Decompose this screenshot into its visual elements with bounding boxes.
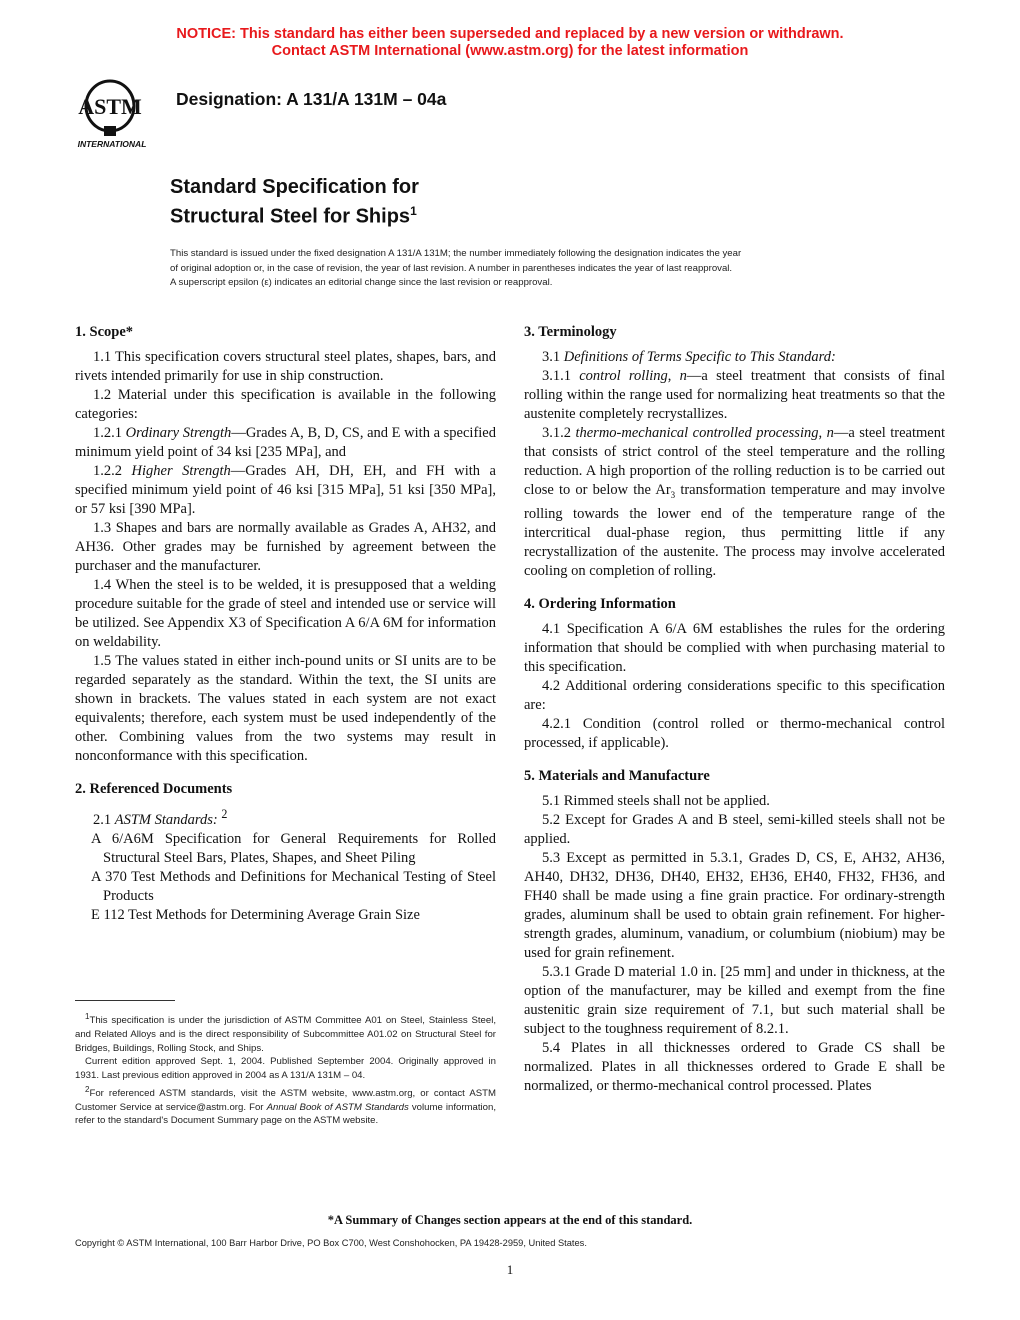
section-3-heading: 3. Terminology xyxy=(524,324,617,340)
para-1-5: 1.5 The values stated in either inch-pound units or SI units are to be regarded separately as the standard. Within the text, the SI units are shown in brackets. The values stated in each system are not exact equivalents; therefore, each system must be used independently of the other. Combining values from the two systems may result in nonconformance with this specification. xyxy=(75,653,496,764)
para-1-4: 1.4 When the steel is to be welded, it is presupposed that a welding procedure suitable for the grade of steel and intended use or service will be utilized. See Appendix X3 of Specification A 6/A 6M for information on weldability. xyxy=(75,577,496,650)
copyright-line: Copyright © ASTM International, 100 Barr Harbor Drive, PO Box C700, West Conshohocken, PA 19428-2959, United States. xyxy=(75,1238,587,1248)
para-1-2: 1.2 Material under this specification is available in the following categories: xyxy=(75,387,496,422)
reference-a6: A 6/A6M Specification for General Requirements for Rolled Structural Steel Bars, Plates, Shapes, and Sheet Piling xyxy=(91,830,496,866)
svg-text:ASTM: ASTM xyxy=(78,94,142,119)
title-footnote-mark: 1 xyxy=(410,204,417,218)
left-column xyxy=(75,323,496,925)
summary-of-changes-note: *A Summary of Changes section appears at the end of this standard. xyxy=(327,1213,693,1227)
para-5-1: 5.1 Rimmed steels shall not be applied. xyxy=(542,792,770,809)
para-5-2: 5.2 Except for Grades A and B steel, semi-killed steels shall not be applied. xyxy=(524,811,945,847)
reference-e112: E 112 Test Methods for Determining Average Grain Size xyxy=(91,906,420,923)
para-1-3: 1.3 Shapes and bars are normally available as Grades A, AH32, and AH36. Other grades may be furnished by agreement between the purchaser and the manufacturer. xyxy=(75,520,496,574)
document-title xyxy=(170,175,419,229)
issuance-statement: This standard is issued under the fixed designation A 131/A 131M; the number immediately following the designation indicates the year of original adoption or, in the case of revision, the year of last revision. A number in parentheses indicates the year of last reapproval. A superscript epsilon (ε) indicates an editorial change since the last revision or reapproval. xyxy=(170,248,742,289)
para-2-1: 2.1 ASTM Standards: $^2$ xyxy=(93,807,228,828)
page-number: 1 xyxy=(506,1262,514,1277)
para-4-1: 4.1 Specification A 6/A 6M establishes the rules for the ordering information that should be complied with when purchasing material to this specification. xyxy=(524,620,945,675)
footnote-rule xyxy=(75,1000,175,1001)
reference-a370: A 370 Test Methods and Definitions for Mechanical Testing of Steel Products xyxy=(91,868,496,904)
para-1-1: 1.1 This specification covers structural steel plates, shapes, bars, and rivets intended primarily for use in ship construction. xyxy=(75,349,496,384)
footnote-2: $^2$For referenced ASTM standards, visit the ASTM website, www.astm.org, or contact ASTM Customer Service at service@astm.org. For Annual Book of ASTM Standards volume information, refer to the standard's Document Summary page on the ASTM website. xyxy=(75,1084,496,1127)
section-4-heading: 4. Ordering Information xyxy=(524,595,676,612)
section-1-heading: 1. Scope* xyxy=(75,324,133,340)
withdrawn-notice xyxy=(0,26,1020,60)
para-3-1-2: 3.1.2 thermo-mechanical controlled processing, n—a steel treatment that consists of strict control of the steel temperature and the rolling reduction. A high proportion of the rolling reduction is to be carried out close to or below the $Ar_3$ transformation temperature and may involve rolling towards the lower end of the temperature range of the intercritical dual-phase region, thus permitting little if any recrystallization of the austenite. The process may involve accelerated cooling on completion of rolling. xyxy=(524,425,946,579)
para-1-2-1: 1.2.1 Ordinary Strength—Grades A, B, D, CS, and E with a specified minimum yield point of 34 ksi [235 MPa], and xyxy=(75,425,496,460)
section-5-heading: 5. Materials and Manufacture xyxy=(524,767,710,784)
notice-line-2: Contact ASTM International (www.astm.org) for the latest information xyxy=(271,43,749,59)
title-line-1: Standard Specification for xyxy=(170,176,419,198)
notice-line-1: NOTICE: This standard has either been superseded and replaced by a new version or withdrawn. xyxy=(176,26,844,42)
astm-logo xyxy=(66,76,162,150)
footnote-1-edition: Current edition approved Sept. 1, 2004. Published September 2004. Originally approved in 1931. Last previous edition approved in 2004 as A 131/A 131M – 04. xyxy=(75,1056,496,1081)
para-1-2-2: 1.2.2 Higher Strength—Grades AH, DH, EH, and FH with a specified minimum yield point of 46 ksi [315 MPa], 51 ksi [350 MPa], or 57 ksi [390 MPa]. xyxy=(75,463,496,517)
para-4-2: 4.2 Additional ordering considerations specific to this specification are: xyxy=(524,677,945,713)
svg-text:INTERNATIONAL: INTERNATIONAL xyxy=(77,139,147,149)
footnotes xyxy=(75,1010,496,1128)
para-5-3-1: 5.3.1 Grade D material 1.0 in. [25 mm] and under in thickness, at the option of the manufacturer, may be killed and exempt from the fine austenitic grain size requirement of 7.1, but such material shall be subject to the toughness requirement of 8.2.1. xyxy=(524,963,945,1037)
section-2-heading: 2. Referenced Documents xyxy=(75,781,233,797)
astm-logo-icon xyxy=(66,76,162,150)
right-column xyxy=(524,323,945,1096)
designation: Designation: A 131/A 131M – 04a xyxy=(176,89,447,109)
title-line-2: Structural Steel for Ships$^1$ xyxy=(170,204,417,228)
para-5-4: 5.4 Plates in all thicknesses ordered to Grade CS shall be normalized. Plates in all thicknesses ordered to Grade E shall be normalized, or thermo-mechanical control processed. Plates xyxy=(524,1039,945,1094)
para-3-1-1: 3.1.1 control rolling, n—a steel treatment that consists of final rolling within the range used for normalizing heat treatments so that the austenite completely recrystallizes. xyxy=(524,368,945,422)
para-4-2-1: 4.2.1 Condition (control rolled or thermo-mechanical control processed, if applicable). xyxy=(524,715,945,751)
footnote-1: $^1$This specification is under the jurisdiction of ASTM Committee A01 on Steel, Stainless Steel, and Related Alloys and is the direct responsibility of Subcommittee A01.02 on Structural Steel for Bridges, Buildings, Rolling Stock, and Ships. xyxy=(75,1012,496,1054)
para-3-1: 3.1 Definitions of Terms Specific to This Standard: xyxy=(542,349,836,365)
para-5-3: 5.3 Except as permitted in 5.3.1, Grades D, CS, E, AH32, AH36, AH40, DH32, DH36, DH40, EH32, EH36, EH40, FH32, FH36, and FH40 shall be made using a fine grain practice. For ordinary-strength grades, aluminum shall be used to obtain grain refinement. For higher-strength grades, aluminum, vanadium, or columbium (niobium) may be used for grain refinement. xyxy=(524,849,945,961)
